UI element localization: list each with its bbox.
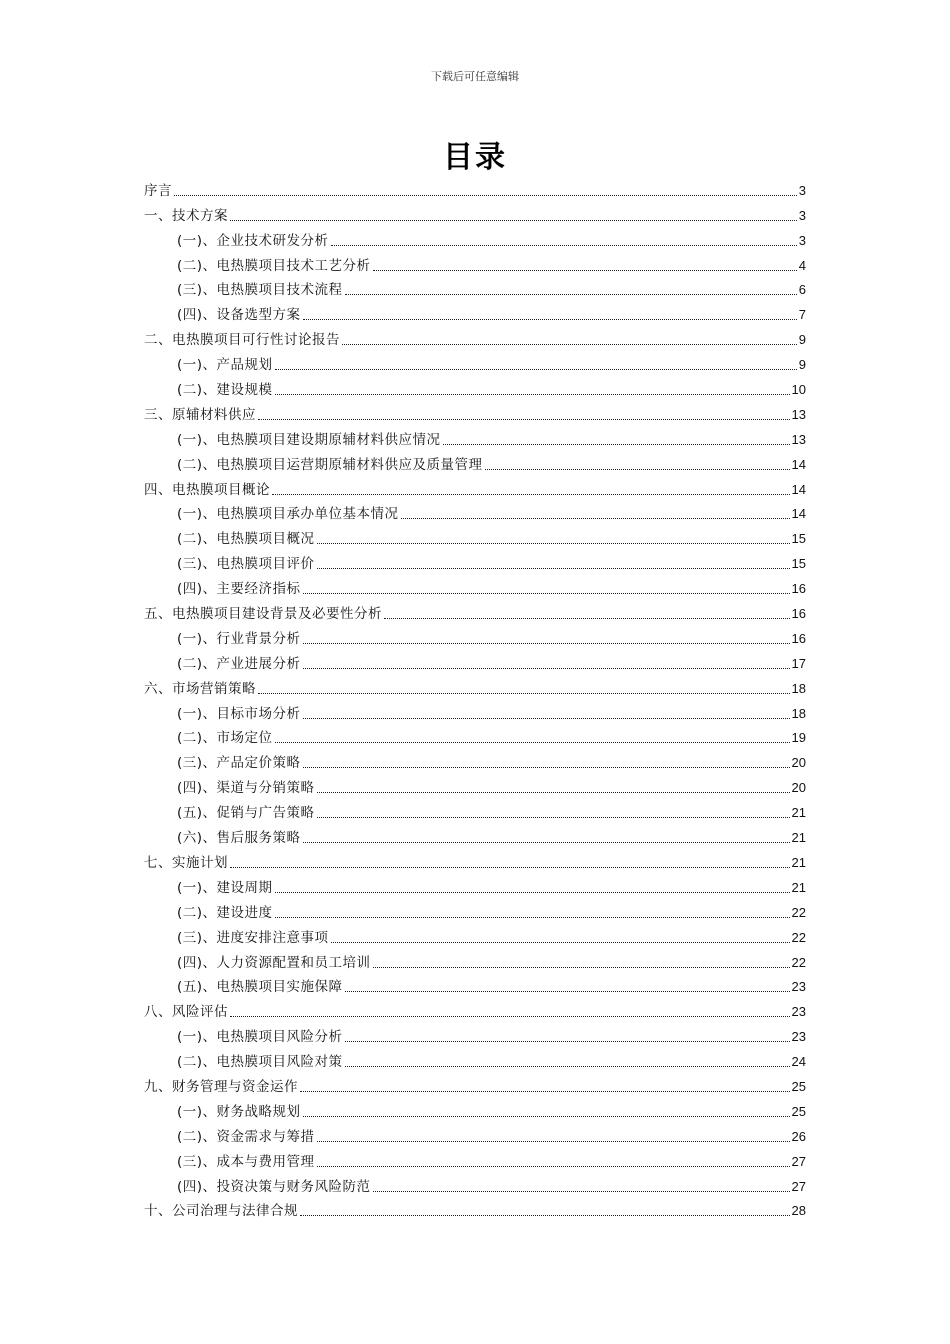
toc-entry-page-number: 25 — [791, 1103, 806, 1119]
toc-entry[interactable] — [144, 796, 806, 821]
toc-dot-leader — [345, 1041, 790, 1042]
toc-dot-leader — [317, 817, 790, 818]
toc-dot-leader — [230, 867, 790, 868]
toc-entry-page-number: 24 — [791, 1054, 806, 1070]
toc-entry[interactable] — [144, 896, 806, 921]
toc-dot-leader — [275, 369, 797, 370]
toc-entry-page-number: 22 — [791, 954, 806, 970]
header-note: 下载后可任意编辑 — [431, 70, 519, 83]
toc-entry[interactable] — [144, 224, 806, 249]
toc-entry-page-number: 23 — [791, 1004, 806, 1020]
toc-entry-label: 二、电热膜项目可行性讨论报告 — [144, 332, 340, 349]
toc-entry[interactable] — [144, 398, 806, 423]
toc-entry-label: 五、电热膜项目建设背景及必要性分析 — [144, 606, 382, 623]
toc-entry-label: (五)、促销与广告策略 — [177, 805, 315, 822]
toc-dot-leader — [317, 543, 790, 544]
toc-dot-leader — [303, 718, 790, 719]
toc-dot-leader — [331, 245, 797, 246]
toc-dot-leader — [331, 942, 790, 943]
toc-dot-leader — [317, 1166, 790, 1167]
toc-dot-leader — [303, 1116, 790, 1117]
toc-entry[interactable] — [144, 473, 806, 498]
toc-dot-leader — [258, 693, 790, 694]
toc-dot-leader — [317, 792, 790, 793]
toc-dot-leader — [345, 294, 797, 295]
toc-entry-label: 四、电热膜项目概论 — [144, 481, 270, 498]
toc-entry-page-number: 14 — [791, 456, 806, 472]
toc-entry[interactable] — [144, 547, 806, 572]
toc-dot-leader — [317, 568, 790, 569]
toc-entry-label: (二)、资金需求与筹措 — [177, 1128, 315, 1145]
toc-dot-leader — [373, 270, 797, 271]
toc-entry-label: (二)、电热膜项目风险对策 — [177, 1054, 343, 1071]
toc-entry-label: 六、市场营销策略 — [144, 680, 256, 697]
toc-entry[interactable] — [144, 1095, 806, 1120]
toc-entry[interactable] — [144, 1020, 806, 1045]
toc-dot-leader — [275, 742, 790, 743]
toc-entry-label: (三)、进度安排注意事项 — [177, 929, 329, 946]
toc-entry-label: 序言 — [144, 182, 172, 199]
toc-dot-leader — [401, 518, 790, 519]
toc-entry-label: 九、财务管理与资金运作 — [144, 1078, 298, 1095]
toc-entry[interactable] — [144, 821, 806, 846]
toc-entry-label: (一)、建设周期 — [177, 879, 273, 896]
toc-entry-label: (一)、财务战略规划 — [177, 1103, 301, 1120]
toc-entry[interactable] — [144, 871, 806, 896]
toc-entry-page-number: 14 — [791, 506, 806, 522]
toc-dot-leader — [272, 494, 790, 495]
toc-entry-label: (一)、行业背景分析 — [177, 630, 301, 647]
toc-entry[interactable] — [144, 672, 806, 697]
toc-entry[interactable] — [144, 572, 806, 597]
toc-entry-page-number: 20 — [791, 755, 806, 771]
toc-entry-label: (五)、电热膜项目实施保障 — [177, 979, 343, 996]
toc-dot-leader — [303, 643, 790, 644]
toc-dot-leader — [373, 1191, 790, 1192]
toc-entry[interactable] — [144, 323, 806, 348]
toc-entry-label: 十、公司治理与法律合规 — [144, 1203, 298, 1220]
toc-entry-page-number: 3 — [798, 207, 806, 223]
toc-entry-page-number: 26 — [791, 1128, 806, 1144]
toc-entry-label: (一)、目标市场分析 — [177, 705, 301, 722]
toc-entry-label: 七、实施计划 — [144, 854, 228, 871]
toc-entry[interactable] — [144, 946, 806, 971]
toc-entry-page-number: 15 — [791, 556, 806, 572]
toc-entry-page-number: 27 — [791, 1178, 806, 1194]
toc-entry-page-number: 13 — [791, 406, 806, 422]
toc-entry[interactable] — [144, 1170, 806, 1195]
toc-entry[interactable] — [144, 448, 806, 473]
toc-entry[interactable] — [144, 298, 806, 323]
toc-dot-leader — [303, 319, 797, 320]
toc-entry-page-number: 21 — [791, 805, 806, 821]
toc-entry-label: 八、风险评估 — [144, 1004, 228, 1021]
toc-entry-page-number: 6 — [798, 282, 806, 298]
toc-dot-leader — [303, 668, 790, 669]
toc-entry[interactable] — [144, 1145, 806, 1170]
toc-entry-page-number: 21 — [791, 830, 806, 846]
toc-dot-leader — [275, 394, 790, 395]
toc-entry-label: (一)、电热膜项目建设期原辅材料供应情况 — [177, 431, 441, 448]
toc-entry-page-number: 20 — [791, 780, 806, 796]
toc-entry-label: 一、技术方案 — [144, 207, 228, 224]
toc-entry[interactable] — [144, 597, 806, 622]
toc-dot-leader — [230, 220, 797, 221]
toc-dot-leader — [303, 842, 790, 843]
toc-entry[interactable] — [144, 995, 806, 1020]
toc-entry-page-number: 21 — [791, 879, 806, 895]
toc-dot-leader — [300, 1215, 790, 1216]
toc-entry-page-number: 28 — [791, 1203, 806, 1219]
toc-entry[interactable] — [144, 174, 806, 199]
toc-entry-label: (二)、市场定位 — [177, 730, 273, 747]
toc-dot-leader — [303, 767, 790, 768]
toc-entry-label: (二)、电热膜项目技术工艺分析 — [177, 257, 371, 274]
toc-dot-leader — [275, 892, 790, 893]
toc-entry-page-number: 3 — [798, 232, 806, 248]
toc-entry-label: (四)、人力资源配置和员工培训 — [177, 954, 371, 971]
toc-entry-page-number: 4 — [798, 257, 806, 273]
toc-entry-page-number: 9 — [798, 357, 806, 373]
toc-entry[interactable] — [144, 348, 806, 373]
toc-entry[interactable] — [144, 921, 806, 946]
toc-dot-leader — [303, 593, 790, 594]
toc-entry-page-number: 19 — [791, 730, 806, 746]
toc-entry[interactable] — [144, 622, 806, 647]
toc-entry-label: (二)、建设规模 — [177, 382, 273, 399]
toc-entry[interactable] — [144, 423, 806, 448]
toc-entry[interactable] — [144, 697, 806, 722]
toc-entry-label: (一)、企业技术研发分析 — [177, 232, 329, 249]
toc-entry[interactable] — [144, 373, 806, 398]
toc-dot-leader — [300, 1091, 790, 1092]
toc-entry[interactable] — [144, 1120, 806, 1145]
toc-entry-page-number: 14 — [791, 481, 806, 497]
toc-entry-page-number: 13 — [791, 431, 806, 447]
toc-entry-page-number: 7 — [798, 307, 806, 323]
toc-entry[interactable] — [144, 249, 806, 274]
toc-entry-label: (一)、电热膜项目承办单位基本情况 — [177, 506, 399, 523]
toc-entry[interactable] — [144, 746, 806, 771]
toc-entry-page-number: 22 — [791, 929, 806, 945]
toc-entry[interactable] — [144, 274, 806, 299]
toc-entry-label: (一)、电热膜项目风险分析 — [177, 1029, 343, 1046]
toc-dot-leader — [275, 917, 790, 918]
toc-entry-label: (六)、售后服务策略 — [177, 830, 301, 847]
toc-entry-label: (二)、电热膜项目概况 — [177, 531, 315, 548]
page-title: 目录 — [443, 140, 507, 175]
toc-entry[interactable] — [144, 647, 806, 672]
toc-entry-page-number: 3 — [798, 182, 806, 198]
toc-entry-label: (二)、电热膜项目运营期原辅材料供应及质量管理 — [177, 456, 483, 473]
toc-dot-leader — [485, 469, 790, 470]
toc-dot-leader — [342, 344, 797, 345]
toc-entry[interactable] — [144, 522, 806, 547]
toc-entry[interactable] — [144, 199, 806, 224]
toc-entry-label: (四)、渠道与分销策略 — [177, 780, 315, 797]
toc-entry-page-number: 23 — [791, 979, 806, 995]
toc-entry-label: (三)、产品定价策略 — [177, 755, 301, 772]
toc-entry-page-number: 22 — [791, 904, 806, 920]
toc-dot-leader — [174, 195, 797, 196]
toc-entry-label: (二)、产业进展分析 — [177, 655, 301, 672]
toc-entry-page-number: 25 — [791, 1078, 806, 1094]
toc-entry-label: (四)、主要经济指标 — [177, 581, 301, 598]
toc-dot-leader — [317, 1141, 790, 1142]
toc-entry-page-number: 16 — [791, 581, 806, 597]
toc-entry[interactable] — [144, 1070, 806, 1095]
toc-entry-page-number: 17 — [791, 655, 806, 671]
toc-entry-page-number: 23 — [791, 1029, 806, 1045]
toc-dot-leader — [373, 967, 790, 968]
toc-entry-label: (三)、电热膜项目技术流程 — [177, 282, 343, 299]
toc-entry[interactable] — [144, 771, 806, 796]
toc-entry-page-number: 10 — [791, 382, 806, 398]
toc-entry-label: (三)、成本与费用管理 — [177, 1153, 315, 1170]
toc-entry-label: (四)、设备选型方案 — [177, 307, 301, 324]
toc-entry-label: (四)、投资决策与财务风险防范 — [177, 1178, 371, 1195]
toc-entry[interactable] — [144, 846, 806, 871]
toc-entry-page-number: 15 — [791, 531, 806, 547]
toc-entry[interactable] — [144, 971, 806, 996]
toc-entry-page-number: 27 — [791, 1153, 806, 1169]
table-of-contents — [144, 174, 806, 1219]
toc-dot-leader — [345, 1066, 790, 1067]
toc-entry[interactable] — [144, 498, 806, 523]
toc-dot-leader — [443, 444, 790, 445]
toc-dot-leader — [230, 1016, 790, 1017]
toc-entry-label: (二)、建设进度 — [177, 904, 273, 921]
toc-entry-page-number: 21 — [791, 854, 806, 870]
toc-entry-page-number: 9 — [798, 332, 806, 348]
toc-entry[interactable] — [144, 1195, 806, 1220]
toc-dot-leader — [258, 419, 790, 420]
toc-entry-page-number: 18 — [791, 680, 806, 696]
toc-entry[interactable] — [144, 1045, 806, 1070]
toc-dot-leader — [384, 618, 790, 619]
toc-entry[interactable] — [144, 722, 806, 747]
toc-entry-label: (三)、电热膜项目评价 — [177, 556, 315, 573]
toc-entry-label: 三、原辅材料供应 — [144, 406, 256, 423]
toc-entry-page-number: 16 — [791, 606, 806, 622]
toc-entry-label: (一)、产品规划 — [177, 357, 273, 374]
toc-entry-page-number: 18 — [791, 705, 806, 721]
toc-dot-leader — [345, 991, 790, 992]
toc-entry-page-number: 16 — [791, 630, 806, 646]
